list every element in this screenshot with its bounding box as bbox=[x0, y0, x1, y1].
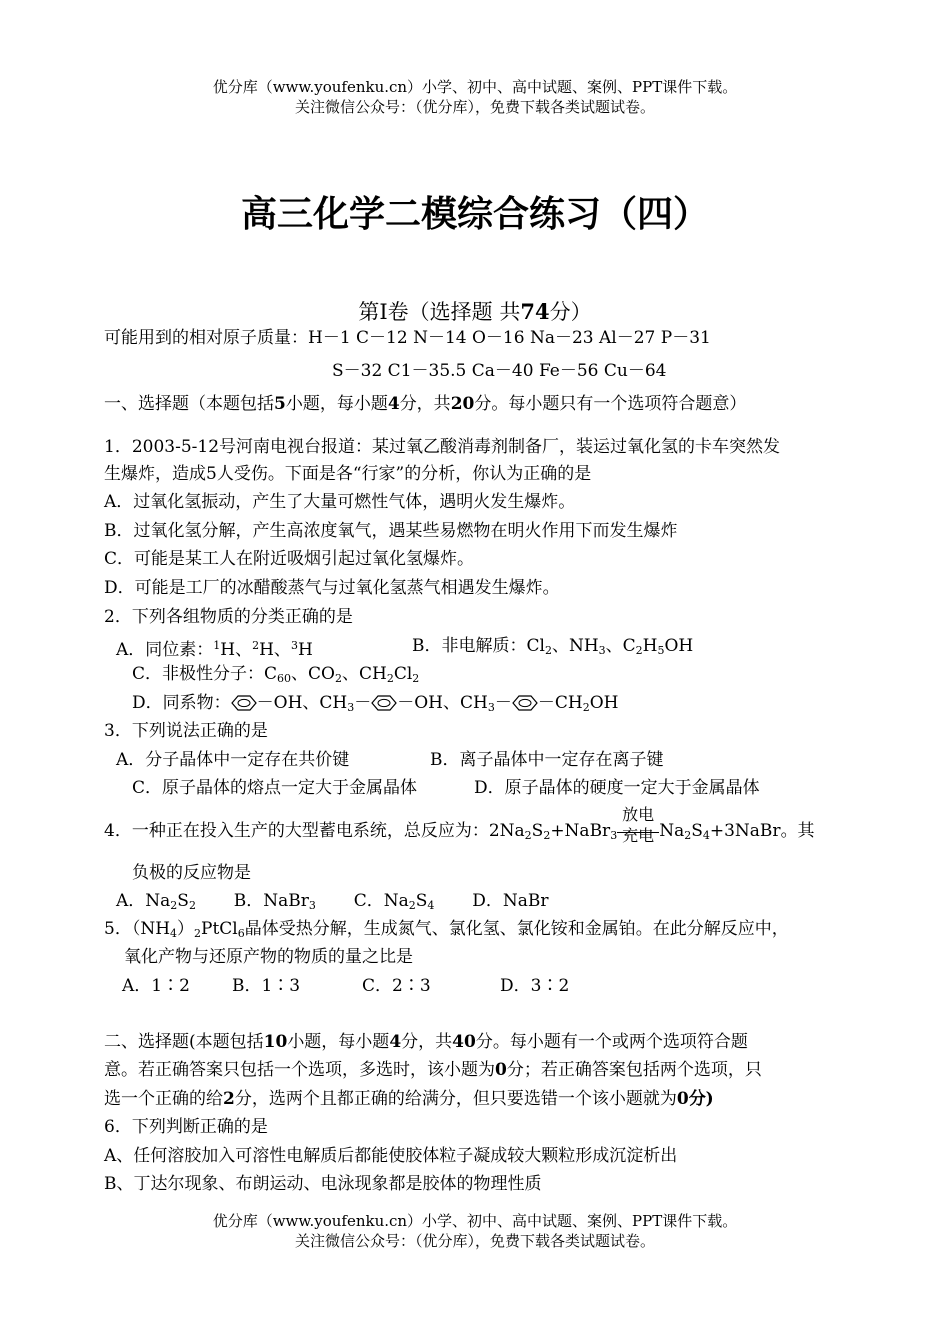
q1-option-c: C．可能是某工人在附近吸烟引起过氧化氢爆炸。 bbox=[104, 549, 475, 569]
atomic-masses-line-1: 可能用到的相对原子质量：H－1 C－12 N－14 O－16 Na－23 Al－27 P－31 bbox=[104, 328, 711, 348]
q3-option-a: A．分子晶体中一定存在共价键 bbox=[116, 750, 350, 770]
q6-option-b: B、丁达尔现象、布朗运动、电泳现象都是胶体的物理性质 bbox=[104, 1174, 542, 1194]
q6-option-a: A、任何溶胶加入可溶性电解质后都能使胶体粒子凝成较大颗粒形成沉淀析出 bbox=[104, 1146, 678, 1166]
q5-option-d: D．3∶2 bbox=[500, 976, 570, 996]
reversible-arrow: $\frac{\text{放电}}{\text{充电}}$ bbox=[617, 821, 659, 843]
q4-options: A．$Na_2S_2$ B．NaBr$_3$ C．$Na_2S_4$ D．NaBr bbox=[116, 891, 549, 912]
section-2-heading-line-2: 意。若正确答案只包括一个选项，多选时，该小题为0分；若正确答案包括两个选项，只 bbox=[104, 1060, 762, 1080]
q3-option-b: B．离子晶体中一定存在离子键 bbox=[430, 750, 664, 770]
q1-option-b: B．过氧化氢分解，产生高浓度氧气，遇某些易燃物在明火作用下而发生爆炸 bbox=[104, 521, 678, 541]
atomic-masses-line-2: S－32 C1－35.5 Ca－40 Fe－56 Cu－64 bbox=[332, 361, 667, 381]
q5-option-b: B．1∶3 bbox=[232, 976, 301, 996]
q2-option-a: A．同位素：$^1$H、$^2$H、$^3$H bbox=[116, 639, 313, 660]
page-title: 高三化学二模综合练习（四） bbox=[240, 194, 709, 235]
page-header-line-2: 关注微信公众号：（优分库），免费下载各类试题试卷。 bbox=[294, 98, 655, 116]
benzene-ring-icon bbox=[512, 695, 538, 711]
q4-stem: 4．一种正在投入生产的大型蓄电系统，总反应为：$2Na_2S_2+NaBr_3$ $\frac{\text{放电}}{\text{充电}}$ $Na_2S_4+3NaBr$。其 bbox=[104, 804, 815, 845]
q2-option-d: D．同系物： －OH、$CH_3- -OH$、$CH_3- -CH_2OH$ bbox=[132, 693, 619, 714]
q2-stem: 2．下列各组物质的分类正确的是 bbox=[104, 607, 353, 627]
q4-stem-line-2: 负极的反应物是 bbox=[132, 863, 251, 883]
q1-option-d: D．可能是工厂的冰醋酸蒸气与过氧化氢蒸气相遇发生爆炸。 bbox=[104, 578, 560, 598]
section-2-heading-line-1: 二、选择题(本题包括10小题，每小题4分，共40分。每小题有一个或两个选项符合题 bbox=[104, 1032, 748, 1052]
q5-stem-line-2: 氧化产物与还原产物的物质的量之比是 bbox=[124, 947, 413, 967]
page-footer-line-2: 关注微信公众号：（优分库），免费下载各类试题试卷。 bbox=[294, 1232, 655, 1250]
page-header-line-1: 优分库（www.youfenku.cn）小学、初中、高中试题、案例、PPT课件下载。 bbox=[212, 78, 738, 96]
q2-option-b: B．非电解质：$Cl_2$、$NH_3$、$C_2H_5OH$ bbox=[412, 636, 694, 657]
q5-option-c: C．2∶3 bbox=[362, 976, 431, 996]
benzene-ring-icon bbox=[231, 695, 257, 711]
q2-option-c: C．非极性分子：$C_{60}$、$CO_2$、$CH_2Cl_2$ bbox=[132, 664, 420, 685]
volume-heading: 第Ⅰ卷（选择题 共74分） bbox=[358, 299, 592, 324]
section-1-heading: 一、选择题（本题包括5小题，每小题4分，共20分。每小题只有一个选项符合题意） bbox=[104, 394, 747, 414]
q5-option-a: A．1∶2 bbox=[122, 976, 190, 996]
section-2-heading-line-3: 选一个正确的给2分，选两个且都正确的给满分，但只要选错一个该小题就为0分) bbox=[104, 1089, 714, 1109]
q3-option-d: D．原子晶体的硬度一定大于金属晶体 bbox=[474, 778, 760, 798]
q1-stem-line-1: 1．2003-5-12号河南电视台报道：某过氧乙酸消毒剂制备厂，装运过氧化氢的卡车突然发 bbox=[104, 437, 781, 457]
page-footer-line-1: 优分库（www.youfenku.cn）小学、初中、高中试题、案例、PPT课件下载。 bbox=[212, 1212, 738, 1230]
q5-stem: 5．$(NH_4)_2PtCl_6$晶体受热分解，生成氮气、氯化氢、氯化铵和金属铂。在此分解反应中， bbox=[104, 919, 789, 940]
benzene-ring-icon bbox=[371, 695, 397, 711]
q3-option-c: C．原子晶体的熔点一定大于金属晶体 bbox=[132, 778, 418, 798]
q1-option-a: A．过氧化氢振动，产生了大量可燃性气体，遇明火发生爆炸。 bbox=[104, 492, 576, 512]
q6-stem: 6．下列判断正确的是 bbox=[104, 1117, 268, 1137]
q1-stem-line-2: 生爆炸，造成5人受伤。下面是各“行家”的分析，你认为正确的是 bbox=[104, 464, 592, 484]
q3-stem: 3．下列说法正确的是 bbox=[104, 721, 268, 741]
